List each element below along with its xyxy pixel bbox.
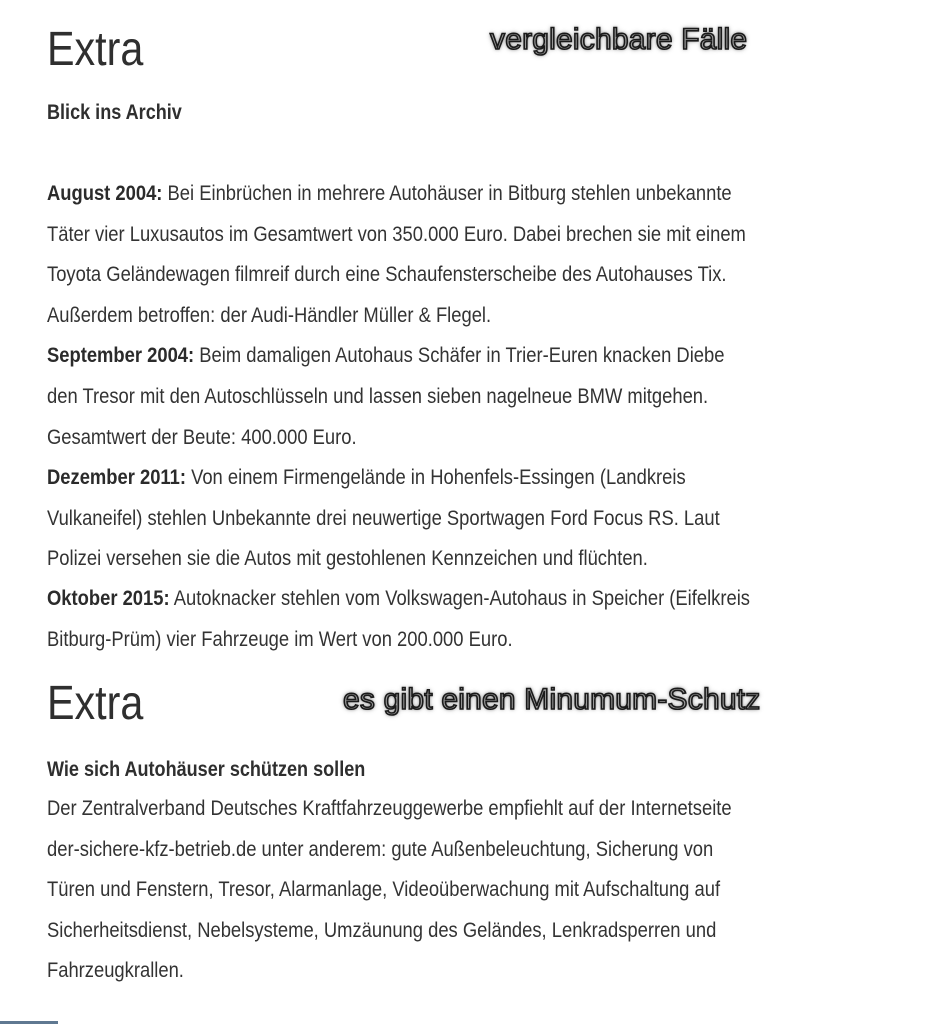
text-line bbox=[47, 548, 648, 570]
text-line bbox=[47, 427, 357, 449]
line-text: Toyota Geländewagen filmreif durch eine Schaufensterscheibe des Autohauses Tix. bbox=[47, 262, 727, 286]
text-line bbox=[47, 508, 720, 530]
line-text: den Tresor mit den Autoschlüsseln und lassen sieben nagelneue BMW mitgehen. bbox=[47, 384, 709, 408]
date-label: Dezember 2011: bbox=[47, 465, 186, 489]
annotation-overlay-minimum-protection: es gibt einen Minumum-Schutz bbox=[343, 683, 761, 716]
line-text: Bei Einbrüchen in mehrere Autohäuser in Bitburg stehlen unbekannte bbox=[162, 181, 732, 205]
text-line bbox=[47, 224, 746, 246]
date-label: September 2004: bbox=[47, 343, 195, 367]
line-text: Vulkaneifel) stehlen Unbekannte drei neuwertige Sportwagen Ford Focus RS. Laut bbox=[47, 506, 720, 530]
text-line bbox=[47, 305, 491, 327]
section-subheading: Wie sich Autohäuser schützen sollen bbox=[47, 758, 366, 781]
line-text: Autoknacker stehlen vom Volkswagen-Autohaus in Speicher (Eifelkreis bbox=[169, 586, 750, 610]
annotation-overlay-comparable-cases: vergleichbare Fälle bbox=[490, 23, 748, 56]
line-text: Türen und Fenstern, Tresor, Alarmanlage, Videoüberwachung mit Aufschaltung auf bbox=[47, 877, 721, 901]
line-text: Von einem Firmengelände in Hohenfels-Essingen (Landkreis bbox=[185, 465, 686, 489]
line-text: Gesamtwert der Beute: 400.000 Euro. bbox=[47, 425, 357, 449]
line-text: Täter vier Luxusautos im Gesamtwert von 350.000 Euro. Dabei brechen sie mit einem bbox=[47, 222, 746, 246]
text-line bbox=[47, 467, 686, 489]
text-line bbox=[47, 960, 184, 982]
text-line bbox=[47, 183, 732, 205]
line-text: Bitburg-Prüm) vier Fahrzeuge im Wert von 200.000 Euro. bbox=[47, 627, 513, 651]
line-text: Sicherheitsdienst, Nebelsysteme, Umzäunung des Geländes, Lenkradsperren und bbox=[47, 918, 717, 942]
line-text: Außerdem betroffen: der Audi-Händler Müller & Flegel. bbox=[47, 303, 492, 327]
text-line bbox=[47, 588, 750, 610]
text-line bbox=[47, 386, 708, 408]
text-line bbox=[47, 879, 720, 901]
text-line bbox=[47, 798, 732, 820]
line-text: der-sichere-kfz-betrieb.de unter anderem: gute Außenbeleuchtung, Sicherung von bbox=[47, 837, 714, 861]
section-heading: Extra bbox=[47, 677, 144, 730]
section-heading: Extra bbox=[47, 23, 144, 76]
text-line bbox=[47, 264, 727, 286]
text-line bbox=[47, 920, 716, 942]
section-subheading: Blick ins Archiv bbox=[47, 101, 182, 124]
line-text: Beim damaligen Autohaus Schäfer in Trier-Euren knacken Diebe bbox=[194, 343, 725, 367]
line-text: Der Zentralverband Deutsches Kraftfahrzeuggewerbe empfiehlt auf der Internetseite bbox=[47, 796, 732, 820]
text-line bbox=[47, 345, 724, 367]
line-text: Fahrzeugkrallen. bbox=[47, 958, 184, 982]
line-text: Polizei versehen sie die Autos mit gestohlenen Kennzeichen und flüchten. bbox=[47, 546, 648, 570]
text-line bbox=[47, 839, 713, 861]
date-label: Oktober 2015: bbox=[47, 586, 170, 610]
text-line bbox=[47, 629, 513, 651]
date-label: August 2004: bbox=[47, 181, 163, 205]
